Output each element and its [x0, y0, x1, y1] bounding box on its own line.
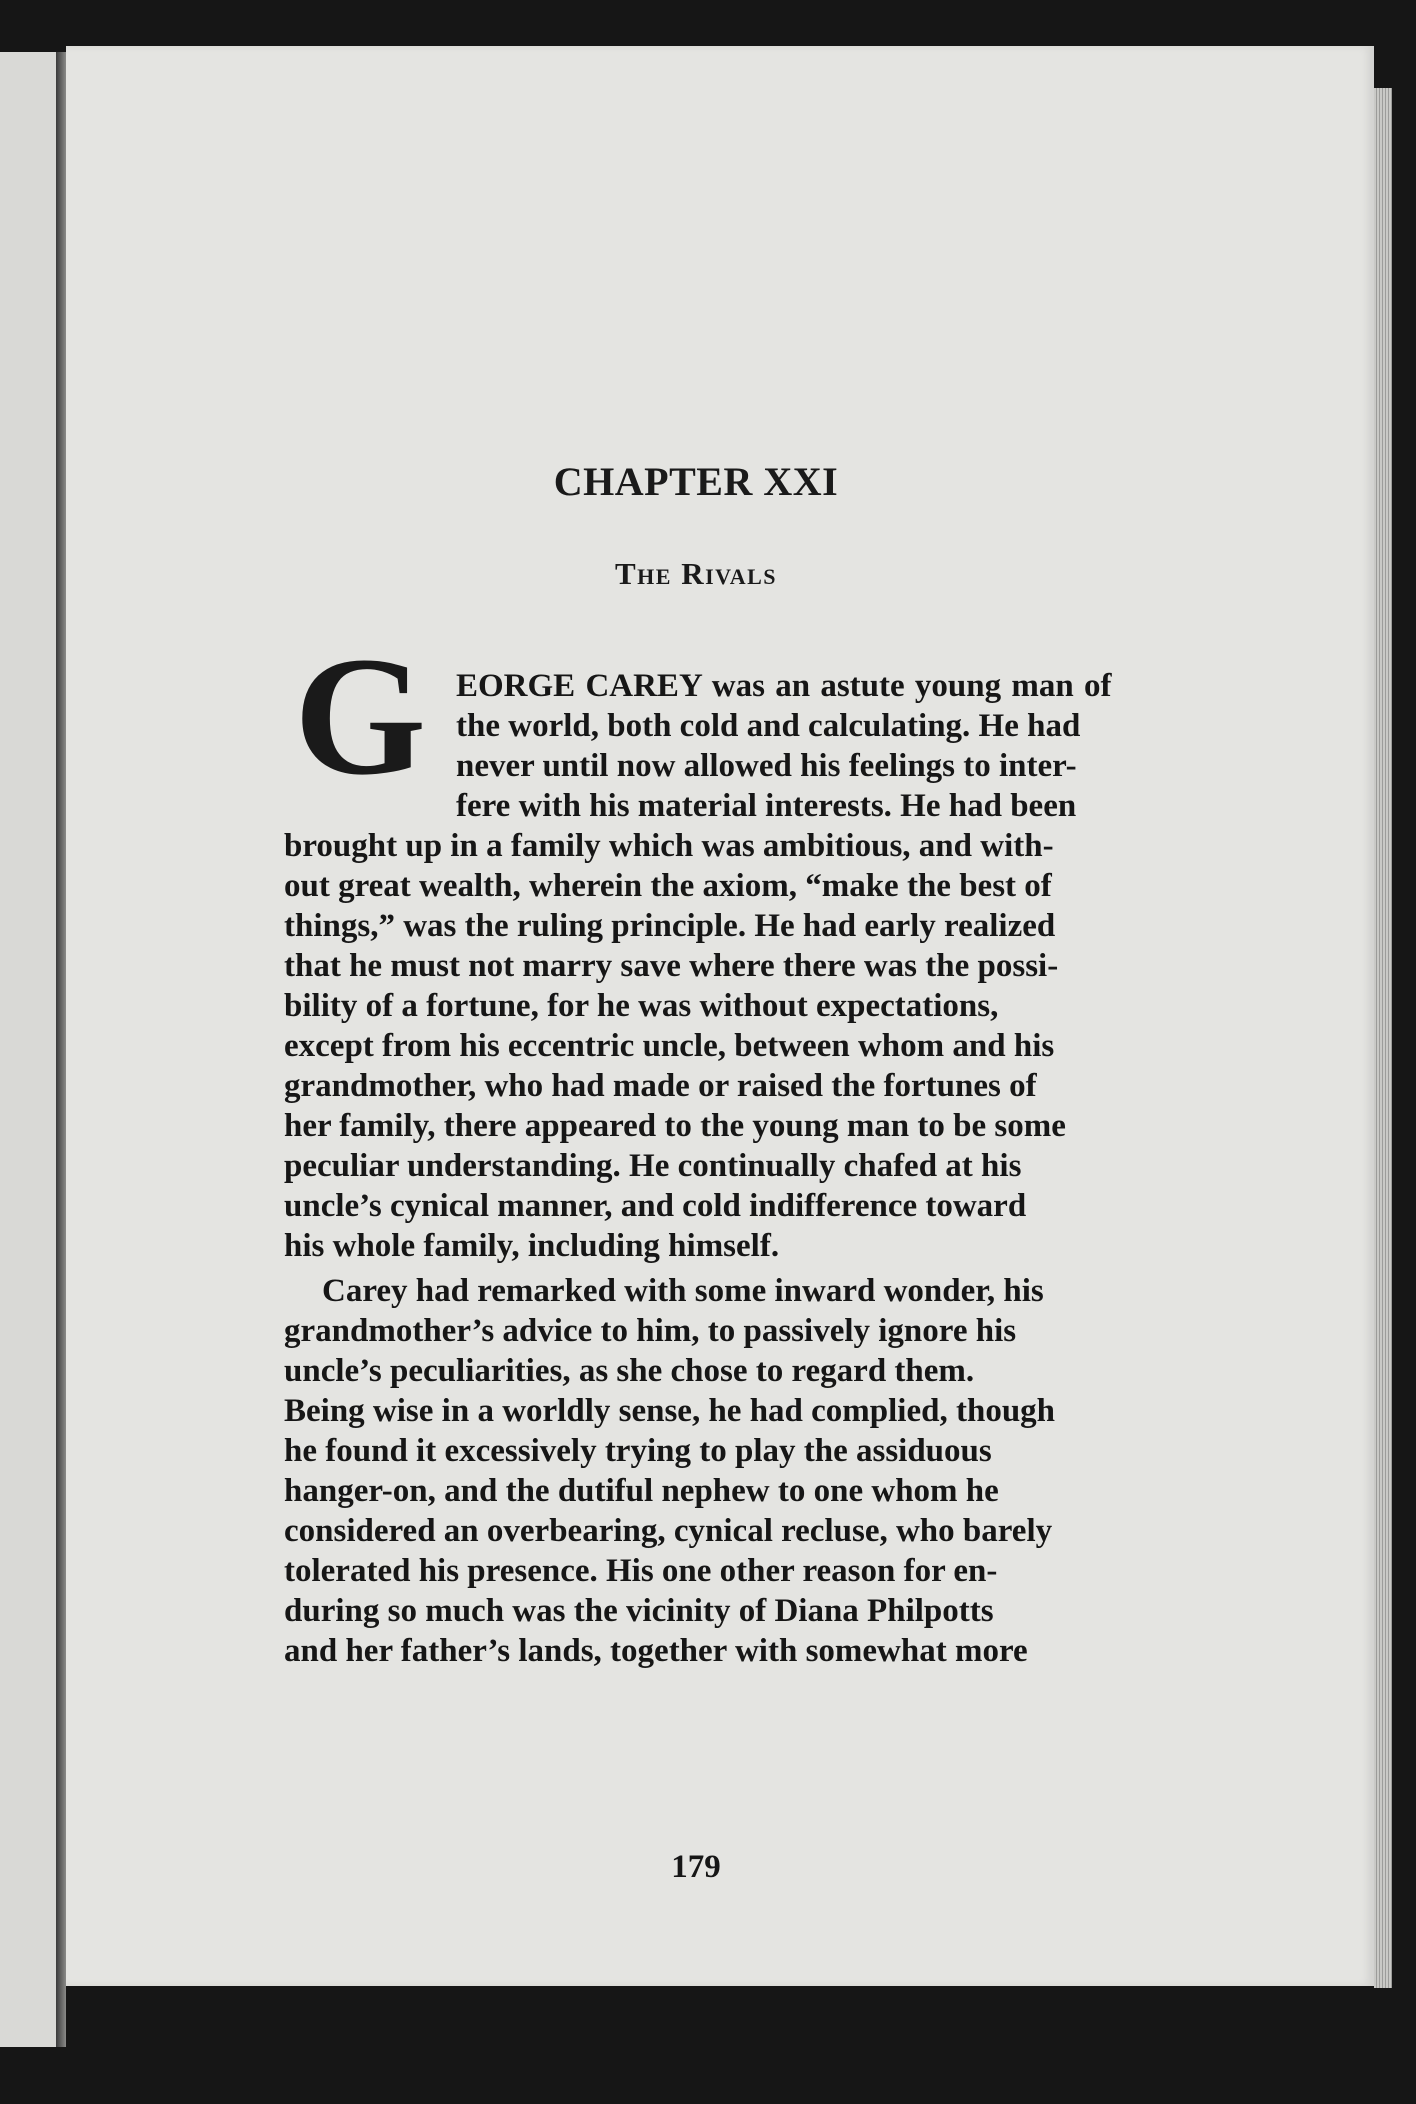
body-line: grandmother, who had made or raised the fortunes of — [284, 1068, 1037, 1104]
body-line: her family, there appeared to the young man to be some — [284, 1108, 1066, 1144]
body-line: considered an overbearing, cynical recluse, who barely — [284, 1513, 1053, 1549]
body-line: fere with his material interests. He had been — [456, 788, 1077, 824]
body-line: never until now allowed his feelings to inter- — [456, 748, 1077, 784]
page-stack-edge — [1374, 88, 1392, 1988]
body-line: things,” was the ruling principle. He had early realized — [284, 908, 1056, 944]
facing-page-edge — [0, 52, 62, 2047]
body-line: except from his eccentric uncle, between whom and his — [284, 1028, 1055, 1064]
body-line: uncle’s cynical manner, and cold indifference toward — [284, 1188, 1027, 1224]
body-line: brought up in a family which was ambitious, and with- — [284, 828, 1054, 864]
body-line: and her father’s lands, together with somewhat more — [284, 1633, 1028, 1669]
body-line: peculiar understanding. He continually chafed at his — [284, 1148, 1022, 1184]
body-line: Being wise in a worldly sense, he had complied, though — [284, 1393, 1056, 1429]
body-line: his whole family, including himself. — [284, 1228, 780, 1264]
chapter-title: The Rivals — [614, 556, 777, 591]
body-line: during so much was the vicinity of Diana Philpotts — [284, 1593, 994, 1629]
chapter-number: CHAPTER XXI — [553, 459, 839, 504]
body-line: he found it excessively trying to play the assiduous — [284, 1433, 992, 1469]
page-number: 179 — [671, 1849, 721, 1885]
body-line: hanger-on, and the dutiful nephew to one whom he — [284, 1473, 999, 1509]
body-line: the world, both cold and calculating. He had — [456, 708, 1081, 744]
book-page — [66, 46, 1374, 1986]
drop-cap: G — [294, 622, 427, 810]
body-line: out great wealth, wherein the axiom, “make the best of — [284, 868, 1052, 904]
body-line: tolerated his presence. His one other reason for en- — [284, 1553, 998, 1589]
body-line: EORGE CAREY was an astute young man of — [456, 668, 1112, 704]
body-line: Carey had remarked with some inward wonder, his — [322, 1273, 1044, 1309]
body-line: that he must not marry save where there was the possi- — [284, 948, 1059, 984]
body-line: grandmother’s advice to him, to passively ignore his — [284, 1313, 1017, 1349]
book-gutter — [56, 52, 66, 2047]
body-line: bility of a fortune, for he was without expectations, — [284, 988, 999, 1024]
body-line: uncle’s peculiarities, as she chose to regard them. — [284, 1353, 975, 1389]
